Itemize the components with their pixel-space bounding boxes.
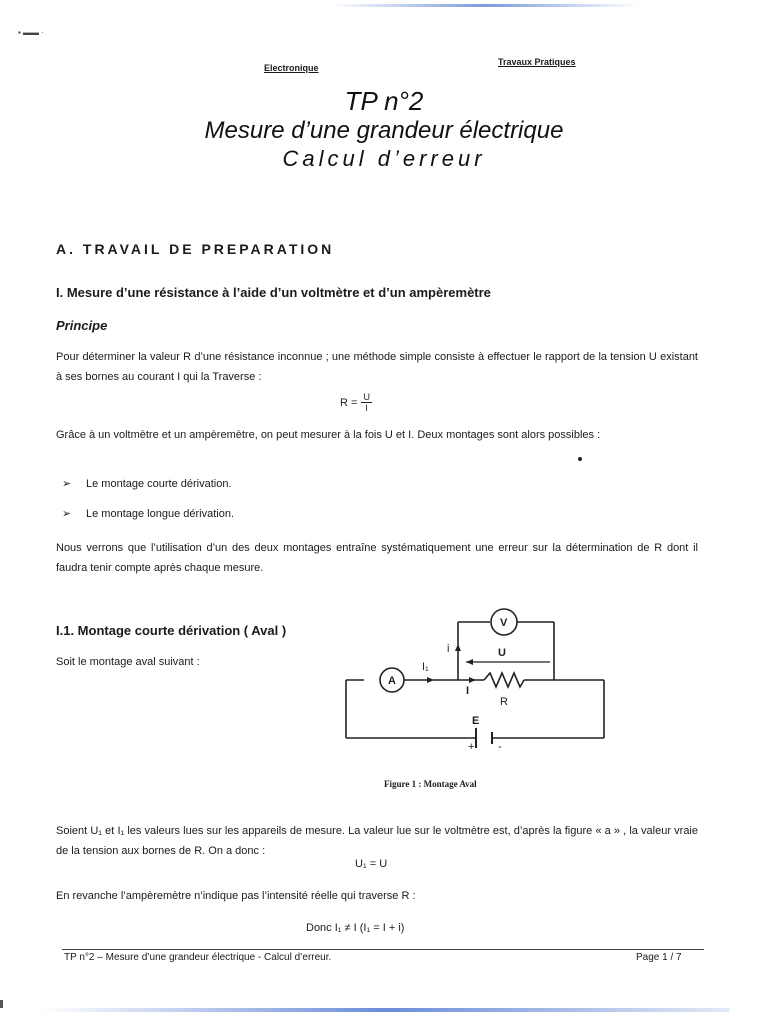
resistor-label: R (500, 696, 508, 708)
arrow-head-icon (466, 659, 473, 665)
formula-voltage: U₁ = U (355, 858, 388, 870)
formula-lhs: R = (340, 396, 358, 409)
principe-label: Principe (56, 318, 108, 333)
montage-intro: Soit le montage aval suivant : (56, 656, 200, 668)
fraction-numerator: U (363, 392, 370, 402)
paragraph-error: Nous verrons que l’utilisation d’un des deux montages entraîne systématiquement une erreur sur la détermination de R dont il faudra tenir compte après chaque mesure. (56, 542, 698, 574)
fraction (361, 392, 372, 413)
formula-current: Donc I₁ ≠ I (I₁ = I + i) (306, 922, 405, 934)
tp-title: Mesure d’une grandeur électrique (204, 117, 564, 144)
paragraph-ammeter: En revanche l’ampèremètre n’indique pas l’intensité réelle qui traverse R : (56, 890, 416, 902)
arrow-head-icon (427, 677, 434, 683)
circuit-diagram (330, 600, 620, 760)
arrow-head-icon (469, 677, 476, 683)
fraction-denominator: I (365, 403, 368, 413)
paragraph-principle: Pour déterminer la valeur R d’une résistance inconnue ; une méthode simple consiste à effectuer le rapport de la tension U existant à ses bornes au courant I qui la Traverse : (56, 351, 698, 383)
arrow-head-icon (455, 644, 461, 651)
scan-edge-mark (0, 1000, 3, 1008)
resistor-icon (484, 673, 524, 687)
scan-artifact-bottom (40, 1008, 730, 1012)
header-course: Travaux Pratiques (498, 57, 576, 67)
footer-divider (62, 949, 704, 950)
paragraph-readings: Soient U₁ et I₁ les valeurs lues sur les appareils de mesure. La valeur lue sur le voltmètre est, d’après la figure « a » , la valeur vraie de la tension aux bornes de R. On a donc : (56, 825, 698, 857)
page-number: Page 1 / 7 (636, 952, 682, 963)
current-voltmeter-label: i (447, 643, 450, 655)
bullet-arrow-icon: ➢ (62, 478, 72, 490)
voltage-label: U (498, 647, 506, 659)
tp-subtitle: Calcul d’erreur (282, 146, 486, 171)
bullet-arrow-icon: ➢ (62, 508, 72, 520)
stray-dot (578, 457, 582, 461)
tp-number: TP n°2 (344, 86, 424, 116)
header-subject: Electronique (264, 63, 319, 73)
current-resistor-label: I (466, 685, 470, 697)
section-heading: A. TRAVAIL DE PREPARATION (56, 241, 335, 257)
list-item (62, 507, 234, 520)
subsection-heading: I. Mesure d’une résistance à l’aide d’un voltmètre et d’un ampèremètre (56, 285, 491, 300)
source-minus-label: - (498, 741, 502, 753)
paragraph-montages: Grâce à un voltmètre et un ampèremètre, on peut mesurer à la fois U et I. Deux montages sont alors possibles : (56, 429, 601, 441)
source-plus-label: + (468, 741, 475, 753)
corner-mark: ▪ ▬▬ · (18, 28, 44, 37)
subsection-heading-aval: I.1. Montage courte dérivation ( Aval ) (56, 623, 287, 638)
list-item-text: Le montage longue dérivation. (86, 508, 234, 520)
formula-resistance (340, 392, 372, 413)
list-item (62, 477, 232, 490)
footer-title: TP n°2 – Mesure d’une grandeur électrique - Calcul d’erreur. (64, 952, 332, 963)
list-item-text: Le montage courte dérivation. (86, 478, 232, 490)
ammeter-label: A (388, 675, 396, 687)
source-label: E (472, 715, 480, 727)
voltmeter-label: V (500, 617, 508, 629)
current-main-label: I₁ (422, 661, 429, 673)
figure-caption: Figure 1 : Montage Aval (384, 779, 477, 789)
scan-artifact-top (330, 4, 640, 7)
